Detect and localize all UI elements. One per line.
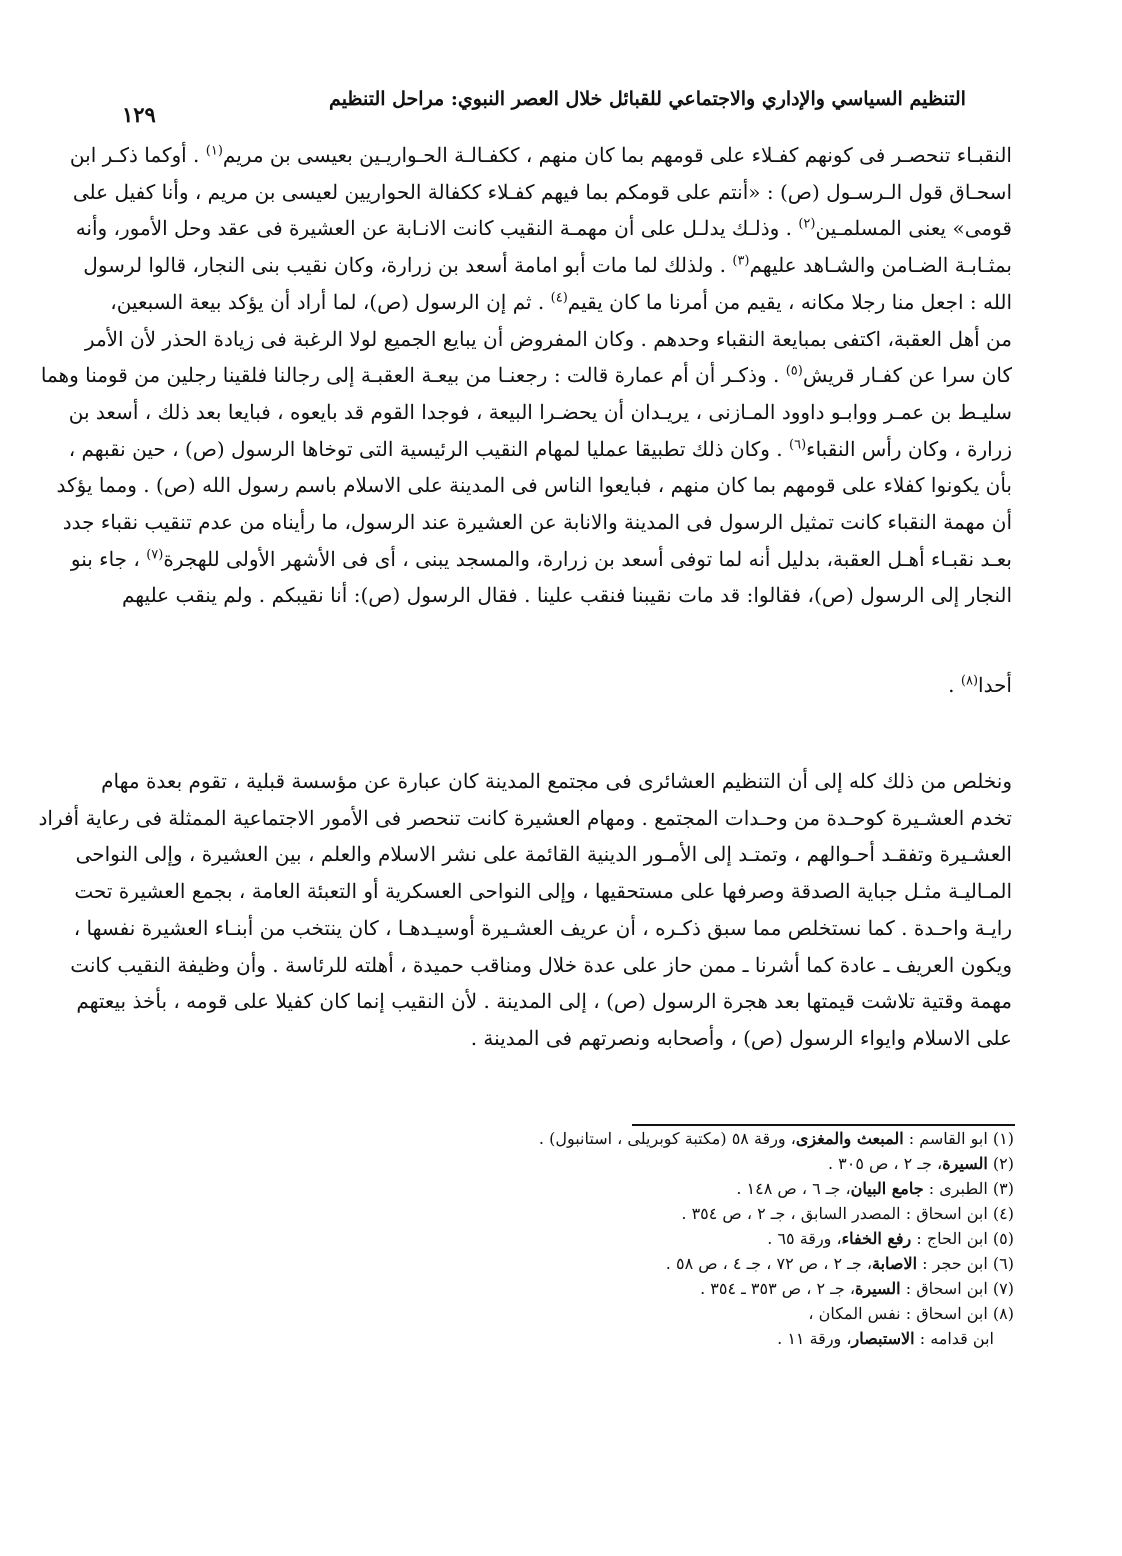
line-text: أحدا [978, 673, 1012, 697]
footnote-title: السيرة [854, 1279, 901, 1298]
footnote-separator [632, 1124, 1015, 1126]
line-text: بعـد نقبـاء أهـل العقبة، بدليل أنه لما توفى أسعد بن زرارة، والمسجد يبنى ، أى فى الأشهر الأولى للهجرة [163, 546, 1012, 571]
footnote-title: المبعث والمغزى [795, 1129, 904, 1148]
running-header: التنظيم السياسي والإداري والاجتماعي للقبائل خلال العصر النبوي: مراحل التنظيم [329, 88, 966, 110]
line-text: . ثم إن الرسول (ص)، لما أراد أن يؤكد بيعة السبعين، [110, 289, 551, 314]
footnote-reference: ، ورقة ٦٥ . [767, 1229, 842, 1248]
footnote-title: رفع الخفاء [841, 1229, 912, 1248]
footnote-author: الطبرى : [923, 1179, 988, 1198]
line-text: الله : اجعل منا رجلا مكانه ، يقيم من أمرنا ما كان يقيم [567, 289, 1012, 314]
line-text: . وذكـر أن أم عمارة قالت : رجعنـا من بيعـة العقبـة إلى رجالنا فلقينا رجلين من قومنا وهما [40, 363, 786, 388]
footnote-marker: (٤) [550, 290, 568, 306]
line-text: ويكون العريف ـ عادة كما أشرنا ـ ممن حاز على عدة خلال ومناقب حميدة ، أهلته للرئاسة . وأن وظيفة النقيب كانت [70, 952, 1012, 977]
footnote-title: السيرة [942, 1154, 988, 1173]
text-line [74, 876, 1012, 906]
footnote-marker: (٣) [732, 253, 750, 269]
line-text: سليـط بن عمـر ووابـو داوود المـازنى ، يريـدان أن يحضـرا البيعة ، فوجدا القوم قد بايعوه ، فبايعا بعد ذلك ، أسعد بن [68, 399, 1012, 424]
footnote [700, 1278, 1014, 1300]
footnote-marker: (٧) [146, 547, 164, 563]
footnote-author: ابن حجر : [917, 1254, 988, 1273]
line-text: زرارة ، وكان رأس النقباء [806, 436, 1012, 461]
text-line [70, 950, 1012, 980]
text-line [76, 986, 1012, 1016]
footnote-author: ابن الحاج : [911, 1229, 988, 1248]
text-line [110, 287, 1012, 317]
footnote-author: ابن قدامه : [914, 1329, 994, 1348]
footnote-number: (٤) [987, 1204, 1014, 1223]
footnote-title: جامع البيان [850, 1179, 924, 1198]
line-text: النقبـاء تنحصـر فى كونهم كفـلاء على قومهم بما كان منهم ، ككفـالـة الحـواريـين بعيسى بن مريم [222, 143, 1012, 167]
footnote [539, 1128, 1014, 1150]
text-line [69, 140, 1012, 170]
line-text: بمثـابـة الضـامن والشـاهد عليهم [749, 253, 1012, 278]
footnote-number: (٨) [987, 1304, 1014, 1323]
line-text: قومى» يعنى المسلمـين [815, 216, 1012, 241]
footnote-title: الاستبصار [851, 1329, 915, 1348]
footnote [767, 1228, 1014, 1250]
footnote-number: (٣) [987, 1179, 1014, 1198]
line-text: كان سرا عن كفـار قريش [802, 363, 1012, 388]
footnote-number: (٢) [987, 1154, 1014, 1173]
text-line [70, 544, 1012, 574]
line-text: النجار إلى الرسول (ص)، فقالوا: قد مات نقيبنا فنقب علينا . فقال الرسول (ص): أنا نقيبكم . ولم ينقب عليهم [122, 583, 1012, 608]
footnote-number: (٦) [987, 1254, 1014, 1273]
footnote-number: (٥) [987, 1229, 1014, 1248]
footnote [681, 1203, 1014, 1225]
text-line [40, 360, 1012, 390]
text-line [75, 839, 1012, 869]
line-text: بأن يكونوا كفلاء على قومهم بما كان منهم ، فبايعوا الناس فى المدينة على الاسلام باسم رسول الله (ص) . ومما يؤكد [56, 473, 1012, 498]
footnote-reference: ، جـ ٢ ، ص ٧٢ ، جـ ٤ ، ص ٥٨ . [665, 1254, 872, 1273]
text-line [83, 250, 1012, 280]
line-text: أن مهمة النقباء كانت تمثيل الرسول فى المدينة والانابة عن العشيرة عند الرسول، ما رأيناه من عدم تنقيب نقباء جدد [62, 510, 1012, 534]
text-line [122, 580, 1012, 610]
line-text: . وكان ذلك تطبيقا عمليا لمهام النقيب الرئيسية التى توخاها الرسول (ص) ، حين نقبهم ، [68, 436, 790, 461]
line-text: المـاليـة مثـل جباية الصدقة وصرفها على مستحقيها ، وإلى النواحى العسكرية أو التعبئة العامة ، بجمع العشيرة تحت [74, 879, 1012, 904]
text-line [122, 670, 1012, 700]
footnote-reference: نفس المكان ، [808, 1304, 901, 1323]
footnote [828, 1153, 1014, 1175]
footnote-author: ابن اسحاق : [900, 1304, 988, 1323]
line-text: اسحـاق قول الـرسـول (ص) : «أنتم على قومكم بما فيهم كفـلاء ككفالة الحواريين لعيسى بن مريم ، وأنا كفيل على [72, 179, 1012, 204]
footnote-marker: (١) [205, 143, 223, 159]
footnote-title: الاصابة [871, 1254, 918, 1273]
text-line [75, 213, 1012, 243]
text-line [122, 1023, 1012, 1053]
footnote-author: ابو القاسم : [903, 1129, 988, 1148]
text-line [38, 803, 1012, 833]
text-line [101, 766, 1012, 796]
footnote-number: (١) [987, 1129, 1014, 1148]
footnote-marker: (٦) [789, 436, 807, 452]
line-text: مهمة وقتية تلاشت قيمتها بعد هجرة الرسول (ص) ، إلى المدينة . لأن النقيب إنما كان كفيلا على قومه ، بأخذ بيعتهم [76, 989, 1012, 1014]
footnote [777, 1328, 994, 1350]
line-text: . ولذلك لما مات أبو امامة أسعد بن زرارة، وكان نقيب بنى النجار، قالوا لرسول [83, 253, 733, 278]
text-line [68, 434, 1012, 464]
text-line [72, 177, 1012, 207]
line-text: . أوكما ذكـر ابن [69, 143, 206, 167]
line-text: رايـة واحـدة . كما نستخلص مما سبق ذكـره ، أن عريف العشـيرة أوسيـدهـا ، كان ينتخب من أبنـاء العشيرة نفسها ، [73, 915, 1012, 940]
line-text: تخدم العشـيرة كوحـدة من وحـدات المجتمع . ومهام العشيرة كانت تنحصر فى الأمور الاجتماعية الممثلة فى رعاية أفراد [38, 805, 1012, 830]
footnote-author: ابن اسحاق : [900, 1279, 988, 1298]
footnote-marker: (٨) [960, 673, 979, 689]
text-line [56, 470, 1012, 500]
footnote-author: ابن اسحاق : [900, 1204, 988, 1223]
text-line [73, 913, 1012, 943]
footnote-reference: ، جـ ٦ ، ص ١٤٨ . [736, 1179, 851, 1198]
text-line [62, 507, 1012, 537]
line-text: ، جاء بنو [70, 546, 147, 571]
line-text: من أهل العقبة، اكتفى بمبايعة النقباء وحدهم . وكان المفروض أن يبايع الجميع لولا الرغبة فى زيادة الحذر لأن الأمر [84, 326, 1012, 351]
footnote [666, 1253, 1014, 1275]
footnote [736, 1178, 1014, 1200]
line-text: على الاسلام وايواء الرسول (ص) ، وأصحابه ونصرتهم فى المدينة . [470, 1025, 1012, 1050]
page-number: ١٢٩ [122, 102, 156, 127]
footnote-reference: المصدر السابق ، جـ ٢ ، ص ٣٥٤ . [681, 1204, 901, 1223]
footnote [808, 1303, 1014, 1325]
footnote-number: (٧) [987, 1279, 1014, 1298]
footnote-marker: (٢) [798, 216, 816, 232]
footnote-reference: ، ورقة ٥٨ (مكتبة كوبريلى ، استانبول) . [538, 1129, 796, 1148]
footnote-marker: (٥) [785, 363, 803, 379]
text-line [68, 397, 1012, 427]
footnote-reference: ، جـ ٢ ، ص ٣٥٣ ـ ٣٥٤ . [700, 1279, 855, 1298]
text-line [84, 324, 1012, 354]
footnote-reference: ، جـ ٢ ، ص ٣٠٥ . [827, 1154, 943, 1173]
line-text: . وذلـك يدلـل على أن مهمـة النقيب كانت الانـابة عن العشيرة فى عقد وحل الأمور، وأنه [75, 216, 799, 241]
line-text: . [948, 673, 961, 697]
line-text: ونخلص من ذلك كله إلى أن التنظيم العشائرى فى مجتمع المدينة كان عبارة عن مؤسسة قبلية ، تقوم بعدة مهام [101, 769, 1012, 793]
footnote-reference: ، ورقة ١١ . [777, 1329, 852, 1348]
line-text: العشـيرة وتفقـد أحـوالهم ، وتمتـد إلى الأمـور الدينية القائمة على نشر الاسلام والعلم ، بين العشيرة ، وإلى النواحى [75, 842, 1012, 867]
